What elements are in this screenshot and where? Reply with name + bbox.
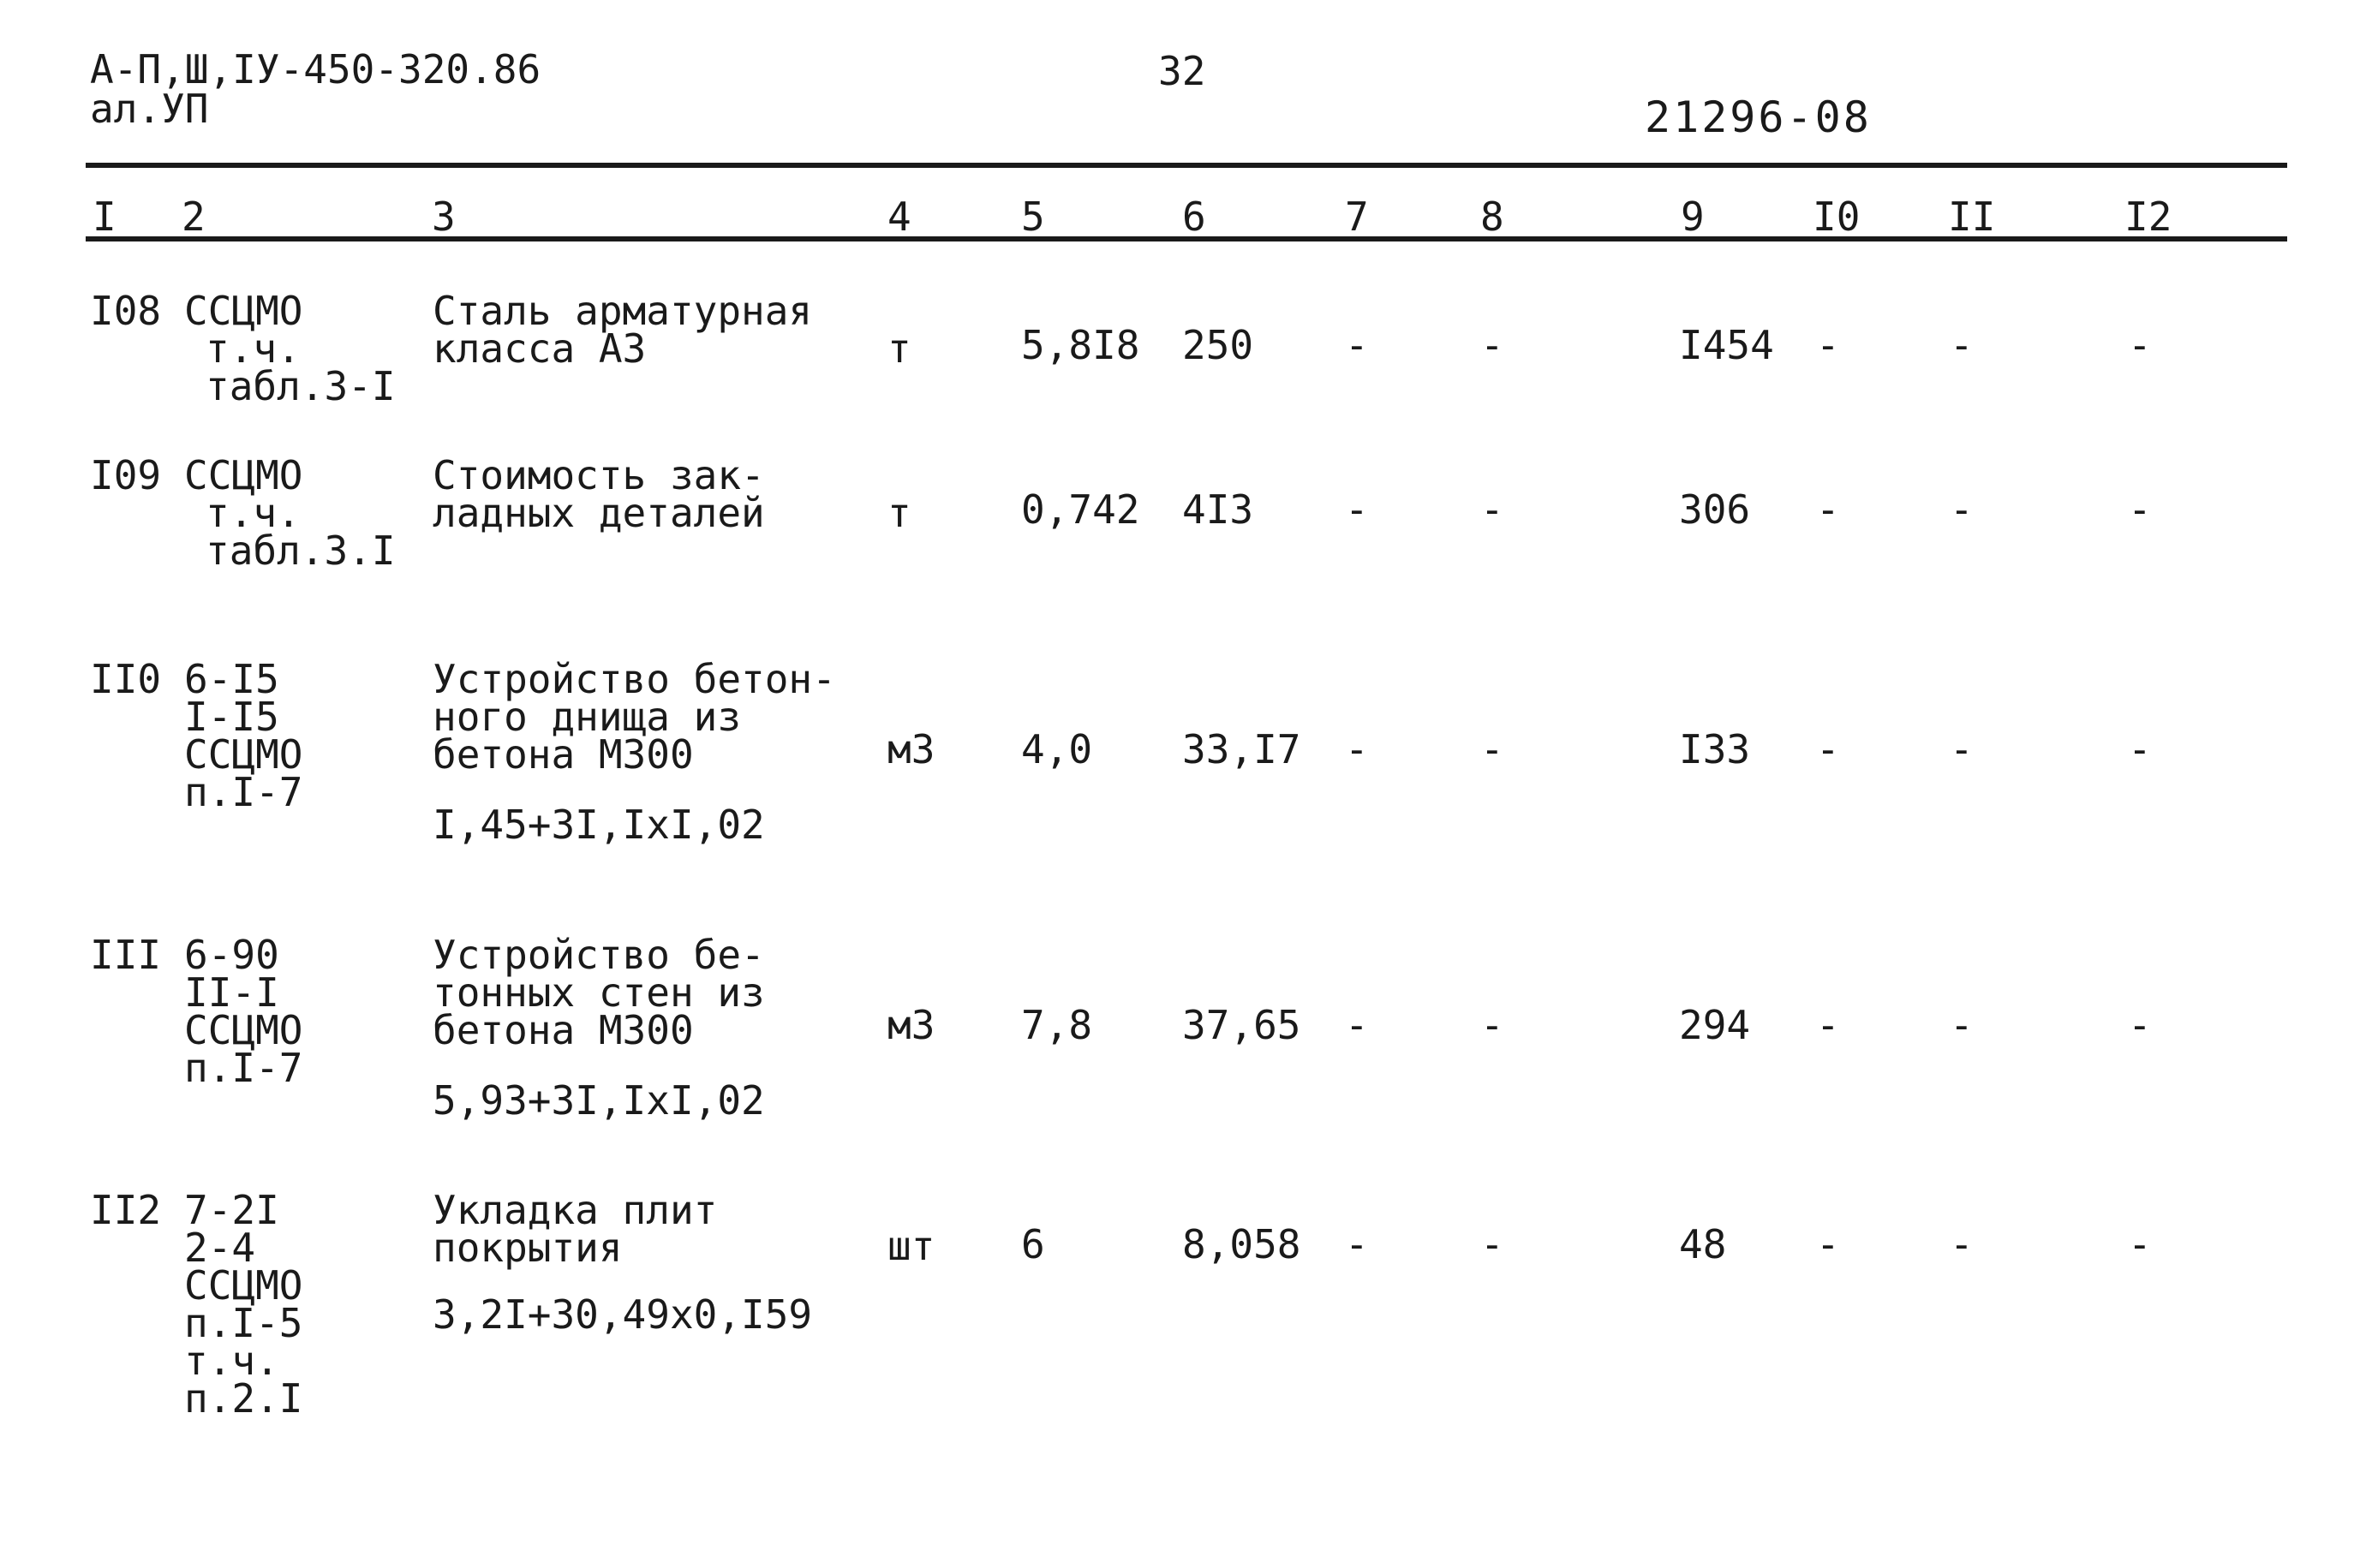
norm-ref-line: ССЦМО xyxy=(184,288,303,334)
document-stamp: 21296-08 xyxy=(1645,92,1872,142)
row-number: I08 xyxy=(90,288,162,334)
col8-cell: - xyxy=(1480,486,1504,533)
col10-cell: - xyxy=(1816,322,1840,368)
norm-ref-line: 7-2I xyxy=(184,1187,279,1233)
quantity-formula: 5,93+3I,IxI,02 xyxy=(433,1077,765,1124)
quantity-formula: I,45+3I,IxI,02 xyxy=(433,802,765,848)
col7-cell: - xyxy=(1345,322,1369,368)
norm-ref-line: ССЦМО xyxy=(184,731,303,778)
col11-cell: - xyxy=(1950,322,1974,368)
table-top-rule xyxy=(86,163,2287,168)
norm-ref-line: табл.3.I xyxy=(206,528,396,574)
work-description-line: тонных стен из xyxy=(433,969,765,1016)
col12-cell: - xyxy=(2128,1221,2152,1267)
col-header-9: 9 xyxy=(1681,194,1705,240)
col-header-6: 6 xyxy=(1182,194,1206,240)
col12-cell: - xyxy=(2128,726,2152,772)
unit-cell: т xyxy=(887,325,911,372)
col11-cell: - xyxy=(1950,1221,1974,1267)
unit-price-cell: 33,I7 xyxy=(1182,726,1301,772)
norm-ref-line: ССЦМО xyxy=(184,1007,303,1053)
work-description-line: Стоимость зак- xyxy=(433,452,765,498)
album-number: ал.УП xyxy=(90,86,209,132)
total-cost-cell: I454 xyxy=(1679,322,1774,368)
col-header-1: I xyxy=(93,194,117,240)
col-header-12: I2 xyxy=(2124,194,2172,240)
unit-cell: т xyxy=(887,490,911,536)
norm-ref-line: т.ч. xyxy=(206,490,301,536)
norm-ref-line: п.I-7 xyxy=(184,1045,303,1091)
col-header-7: 7 xyxy=(1345,194,1369,240)
col8-cell: - xyxy=(1480,322,1504,368)
row-number: II0 xyxy=(90,656,162,702)
col11-cell: - xyxy=(1950,726,1974,772)
unit-cell: шт xyxy=(887,1223,935,1269)
col-header-5: 5 xyxy=(1021,194,1045,240)
col12-cell: - xyxy=(2128,322,2152,368)
norm-ref-line: I-I5 xyxy=(184,694,279,740)
quantity-cell: 6 xyxy=(1021,1221,1045,1267)
total-cost-cell: 306 xyxy=(1679,486,1751,533)
unit-price-cell: 37,65 xyxy=(1182,1002,1301,1048)
norm-ref-line: п.I-5 xyxy=(184,1300,303,1346)
norm-ref-line: 2-4 xyxy=(184,1225,256,1271)
quantity-cell: 0,742 xyxy=(1021,486,1140,533)
unit-cell: м3 xyxy=(887,1002,935,1048)
work-description-line: класса А3 xyxy=(433,325,647,372)
work-description-line: бетона М300 xyxy=(433,1007,694,1053)
col7-cell: - xyxy=(1345,1002,1369,1048)
norm-ref-line: 6-I5 xyxy=(184,656,279,702)
col-header-2: 2 xyxy=(182,194,206,240)
col8-cell: - xyxy=(1480,1002,1504,1048)
col7-cell: - xyxy=(1345,1221,1369,1267)
col12-cell: - xyxy=(2128,486,2152,533)
col10-cell: - xyxy=(1816,486,1840,533)
unit-cell: м3 xyxy=(887,726,935,772)
norm-ref-line: II-I xyxy=(184,969,279,1016)
col-header-10: I0 xyxy=(1813,194,1861,240)
col11-cell: - xyxy=(1950,1002,1974,1048)
unit-price-cell: 8,058 xyxy=(1182,1221,1301,1267)
col8-cell: - xyxy=(1480,726,1504,772)
norm-ref-line: табл.3-I xyxy=(206,363,396,409)
unit-price-cell: 250 xyxy=(1182,322,1254,368)
col11-cell: - xyxy=(1950,486,1974,533)
work-description-line: ладных деталей xyxy=(433,490,765,536)
unit-price-cell: 4I3 xyxy=(1182,486,1254,533)
norm-ref-line: т.ч. xyxy=(184,1338,279,1384)
col7-cell: - xyxy=(1345,486,1369,533)
work-description-line: Устройство бетон- xyxy=(433,656,836,702)
work-description-line: ного днища из xyxy=(433,694,742,740)
total-cost-cell: I33 xyxy=(1679,726,1751,772)
row-number: I09 xyxy=(90,452,162,498)
quantity-cell: 5,8I8 xyxy=(1021,322,1140,368)
norm-ref-line: ССЦМО xyxy=(184,1262,303,1309)
norm-ref-line: п.I-7 xyxy=(184,769,303,815)
work-description-line: покрытия xyxy=(433,1225,623,1271)
col7-cell: - xyxy=(1345,726,1369,772)
col-header-4: 4 xyxy=(887,194,911,240)
total-cost-cell: 294 xyxy=(1679,1002,1751,1048)
norm-ref-line: п.2.I xyxy=(184,1375,303,1422)
work-description-line: Укладка плит xyxy=(433,1187,718,1233)
col12-cell: - xyxy=(2128,1002,2152,1048)
quantity-cell: 4,0 xyxy=(1021,726,1093,772)
page-number: 32 xyxy=(1158,48,1206,94)
col-header-8: 8 xyxy=(1480,194,1504,240)
row-number: II2 xyxy=(90,1187,162,1233)
quantity-cell: 7,8 xyxy=(1021,1002,1093,1048)
quantity-formula: 3,2I+30,49x0,I59 xyxy=(433,1291,813,1338)
document-code: А-П,Ш,IУ-450-320.86 xyxy=(90,46,541,92)
norm-ref-line: т.ч. xyxy=(206,325,301,372)
total-cost-cell: 48 xyxy=(1679,1221,1727,1267)
col-header-11: II xyxy=(1948,194,1996,240)
col10-cell: - xyxy=(1816,1002,1840,1048)
col10-cell: - xyxy=(1816,726,1840,772)
col8-cell: - xyxy=(1480,1221,1504,1267)
row-number: III xyxy=(90,932,162,978)
col10-cell: - xyxy=(1816,1221,1840,1267)
work-description-line: Сталь арматурная xyxy=(433,288,813,334)
work-description-line: бетона М300 xyxy=(433,731,694,778)
work-description-line: Устройство бе- xyxy=(433,932,765,978)
norm-ref-line: ССЦМО xyxy=(184,452,303,498)
col-header-3: 3 xyxy=(432,194,456,240)
norm-ref-line: 6-90 xyxy=(184,932,279,978)
